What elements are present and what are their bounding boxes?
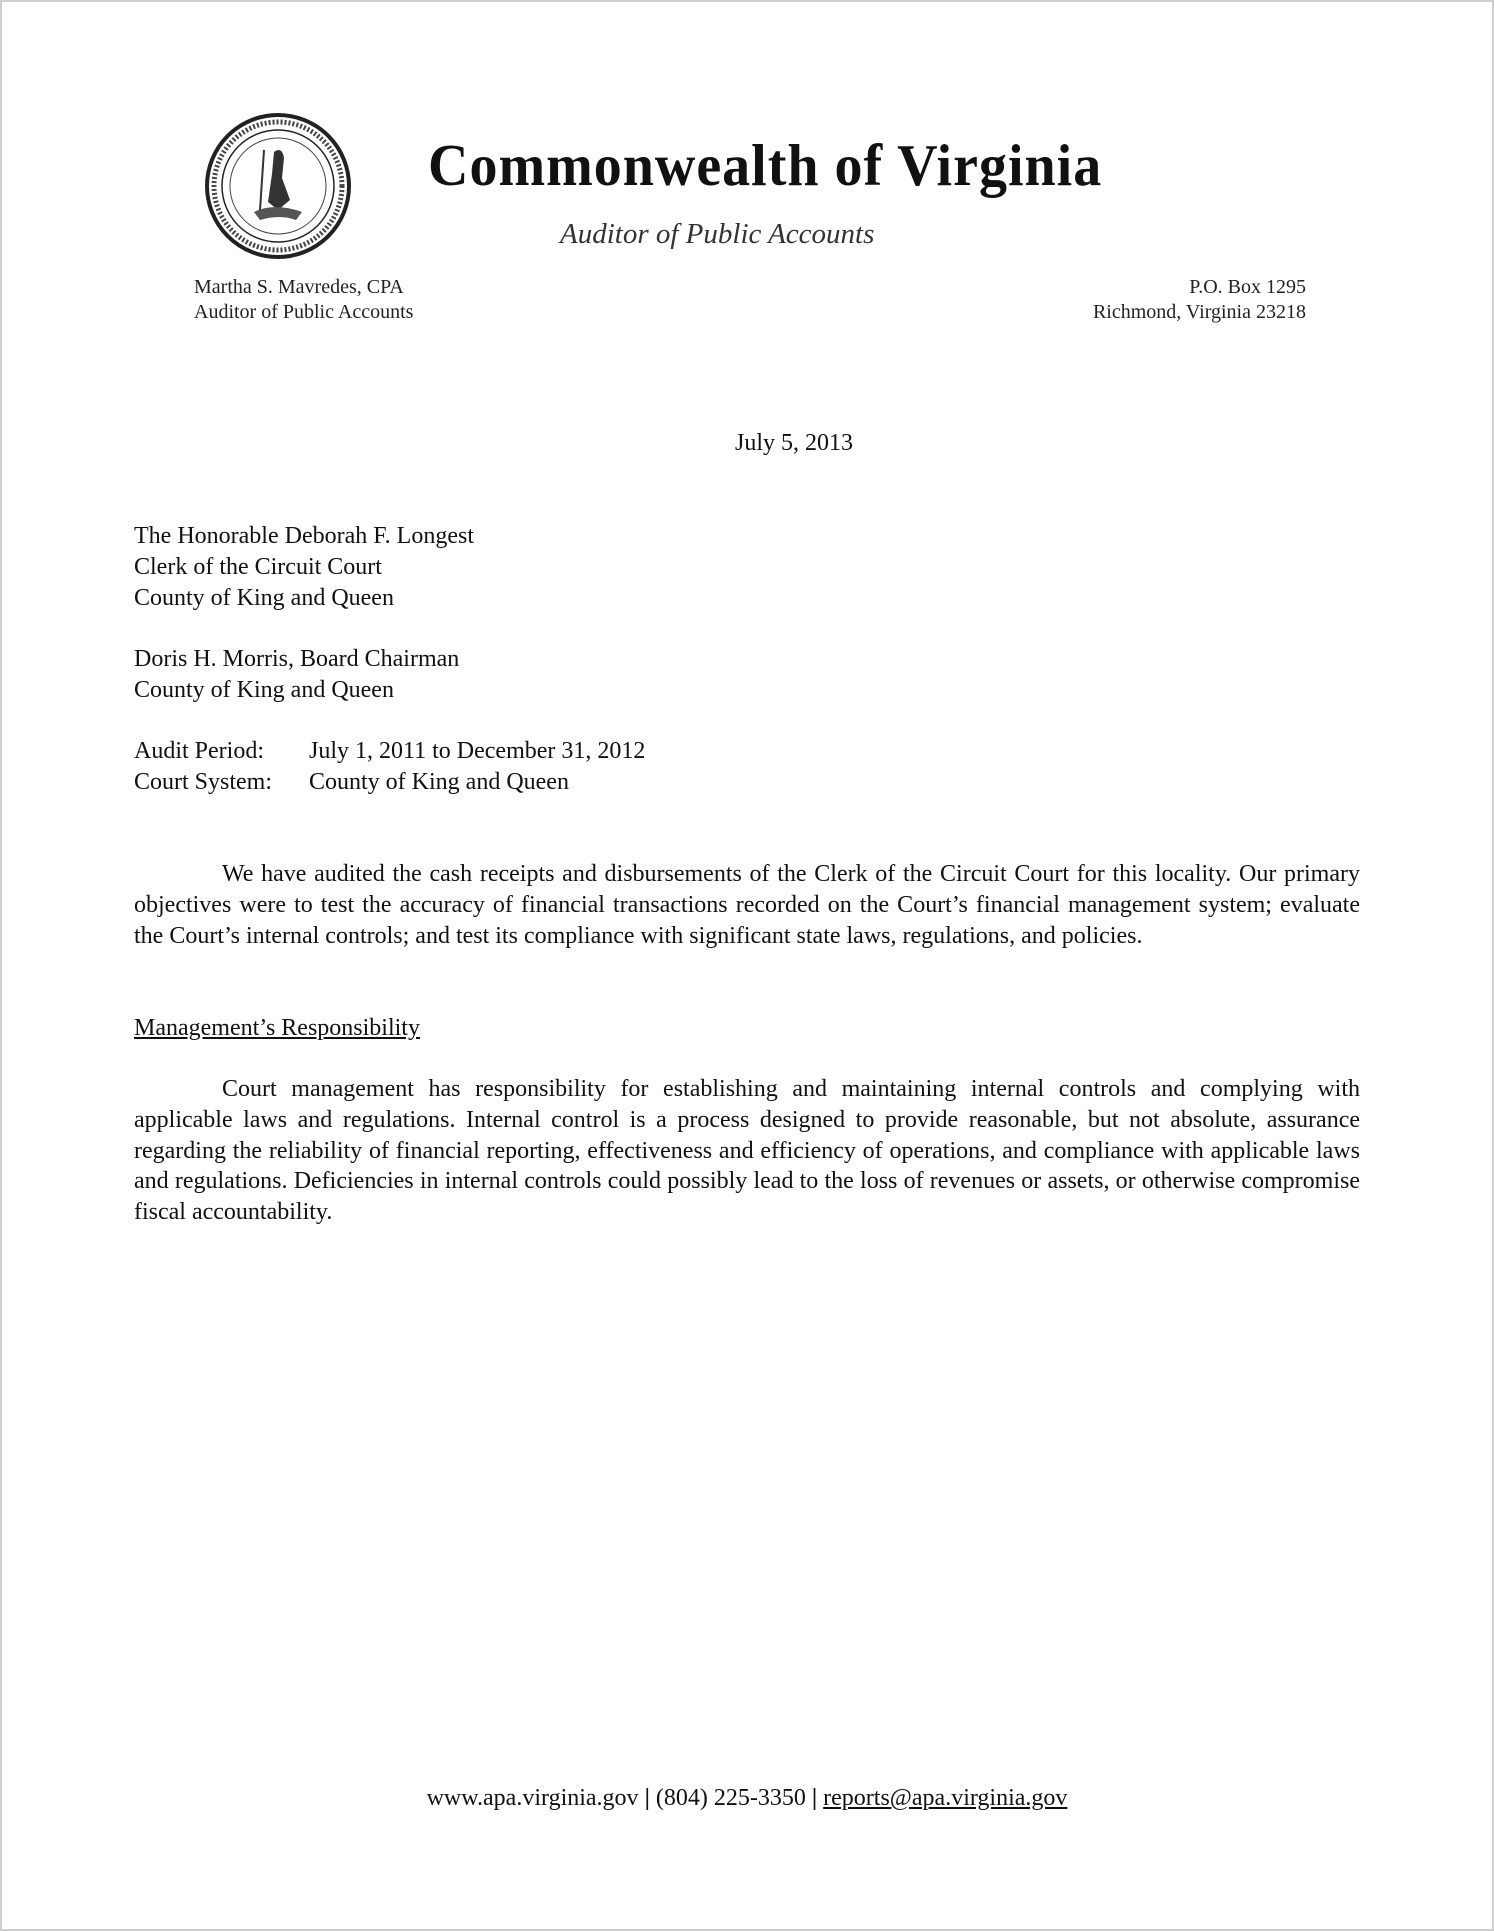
addressee-line: The Honorable Deborah F. Longest: [134, 523, 474, 549]
footer-separator: |: [644, 1785, 650, 1811]
addressee-clerk: [134, 521, 1360, 613]
paragraph-text: Court management has responsibility for establishing and maintaining internal controls and complying with applicable laws and regulations. Internal control is a process designed to provide reasonable, but not absolute, assurance regarding the reliability of financial reporting, effectiveness and efficiency of operations, and compliance with applicable laws and regulations. Deficiencies in internal controls could possibly lead to the loss of revenues or assets, or otherwise compromise fiscal accountability.: [134, 1076, 1360, 1226]
footer-email-link[interactable]: reports@apa.virginia.gov: [823, 1785, 1068, 1811]
addressee-line: Clerk of the Circuit Court: [134, 553, 382, 580]
footer: [0, 1785, 1494, 1812]
section-heading: [134, 1013, 1360, 1044]
auditor-info: [194, 275, 413, 325]
paragraph-text: We have audited the cash receipts and disbursements of the Clerk of the Circuit Court for this locality. Our primary objectives were to test the accuracy of financial transactions recorded on the Court’s financial management system; evaluate the Court’s internal controls; and test its compliance with significant state laws, regulations, and policies.: [134, 861, 1360, 949]
detail-label: Court System:: [134, 768, 273, 795]
virginia-seal-logo: [204, 112, 352, 260]
heading-text: Management’s Responsibility: [134, 1015, 420, 1041]
footer-website[interactable]: www.apa.virginia.gov: [426, 1785, 639, 1811]
responsibility-paragraph: [134, 1074, 1360, 1228]
addressee-line: Doris H. Morris, Board Chairman: [134, 646, 460, 672]
footer-phone: (804) 225-3350: [655, 1785, 806, 1811]
po-box: P.O. Box 1295: [1189, 276, 1306, 298]
letterhead-title: Commonwealth of Virginia: [428, 133, 1103, 199]
detail-value: County of King and Queen: [309, 768, 569, 795]
addressee-chairman: [134, 644, 1360, 706]
auditor-title: Auditor of Public Accounts: [194, 301, 414, 323]
detail-label: Audit Period:: [134, 738, 264, 764]
city-state-zip: Richmond, Virginia 23218: [1092, 301, 1306, 323]
addressee-line: County of King and Queen: [134, 676, 394, 703]
letter-date: July 5, 2013: [734, 430, 853, 456]
court-system-row: [134, 767, 1360, 798]
addressee-line: County of King and Queen: [134, 584, 394, 611]
footer-separator: |: [811, 1785, 818, 1811]
office-address: [1093, 275, 1306, 325]
auditor-name: Martha S. Mavredes, CPA: [194, 276, 404, 298]
detail-value: July 1, 2011 to December 31, 2012: [309, 738, 646, 764]
audit-details: [134, 736, 1360, 798]
letterhead-subtitle: Auditor of Public Accounts: [560, 218, 875, 250]
intro-paragraph: [134, 859, 1360, 951]
audit-period-row: [134, 736, 1360, 767]
